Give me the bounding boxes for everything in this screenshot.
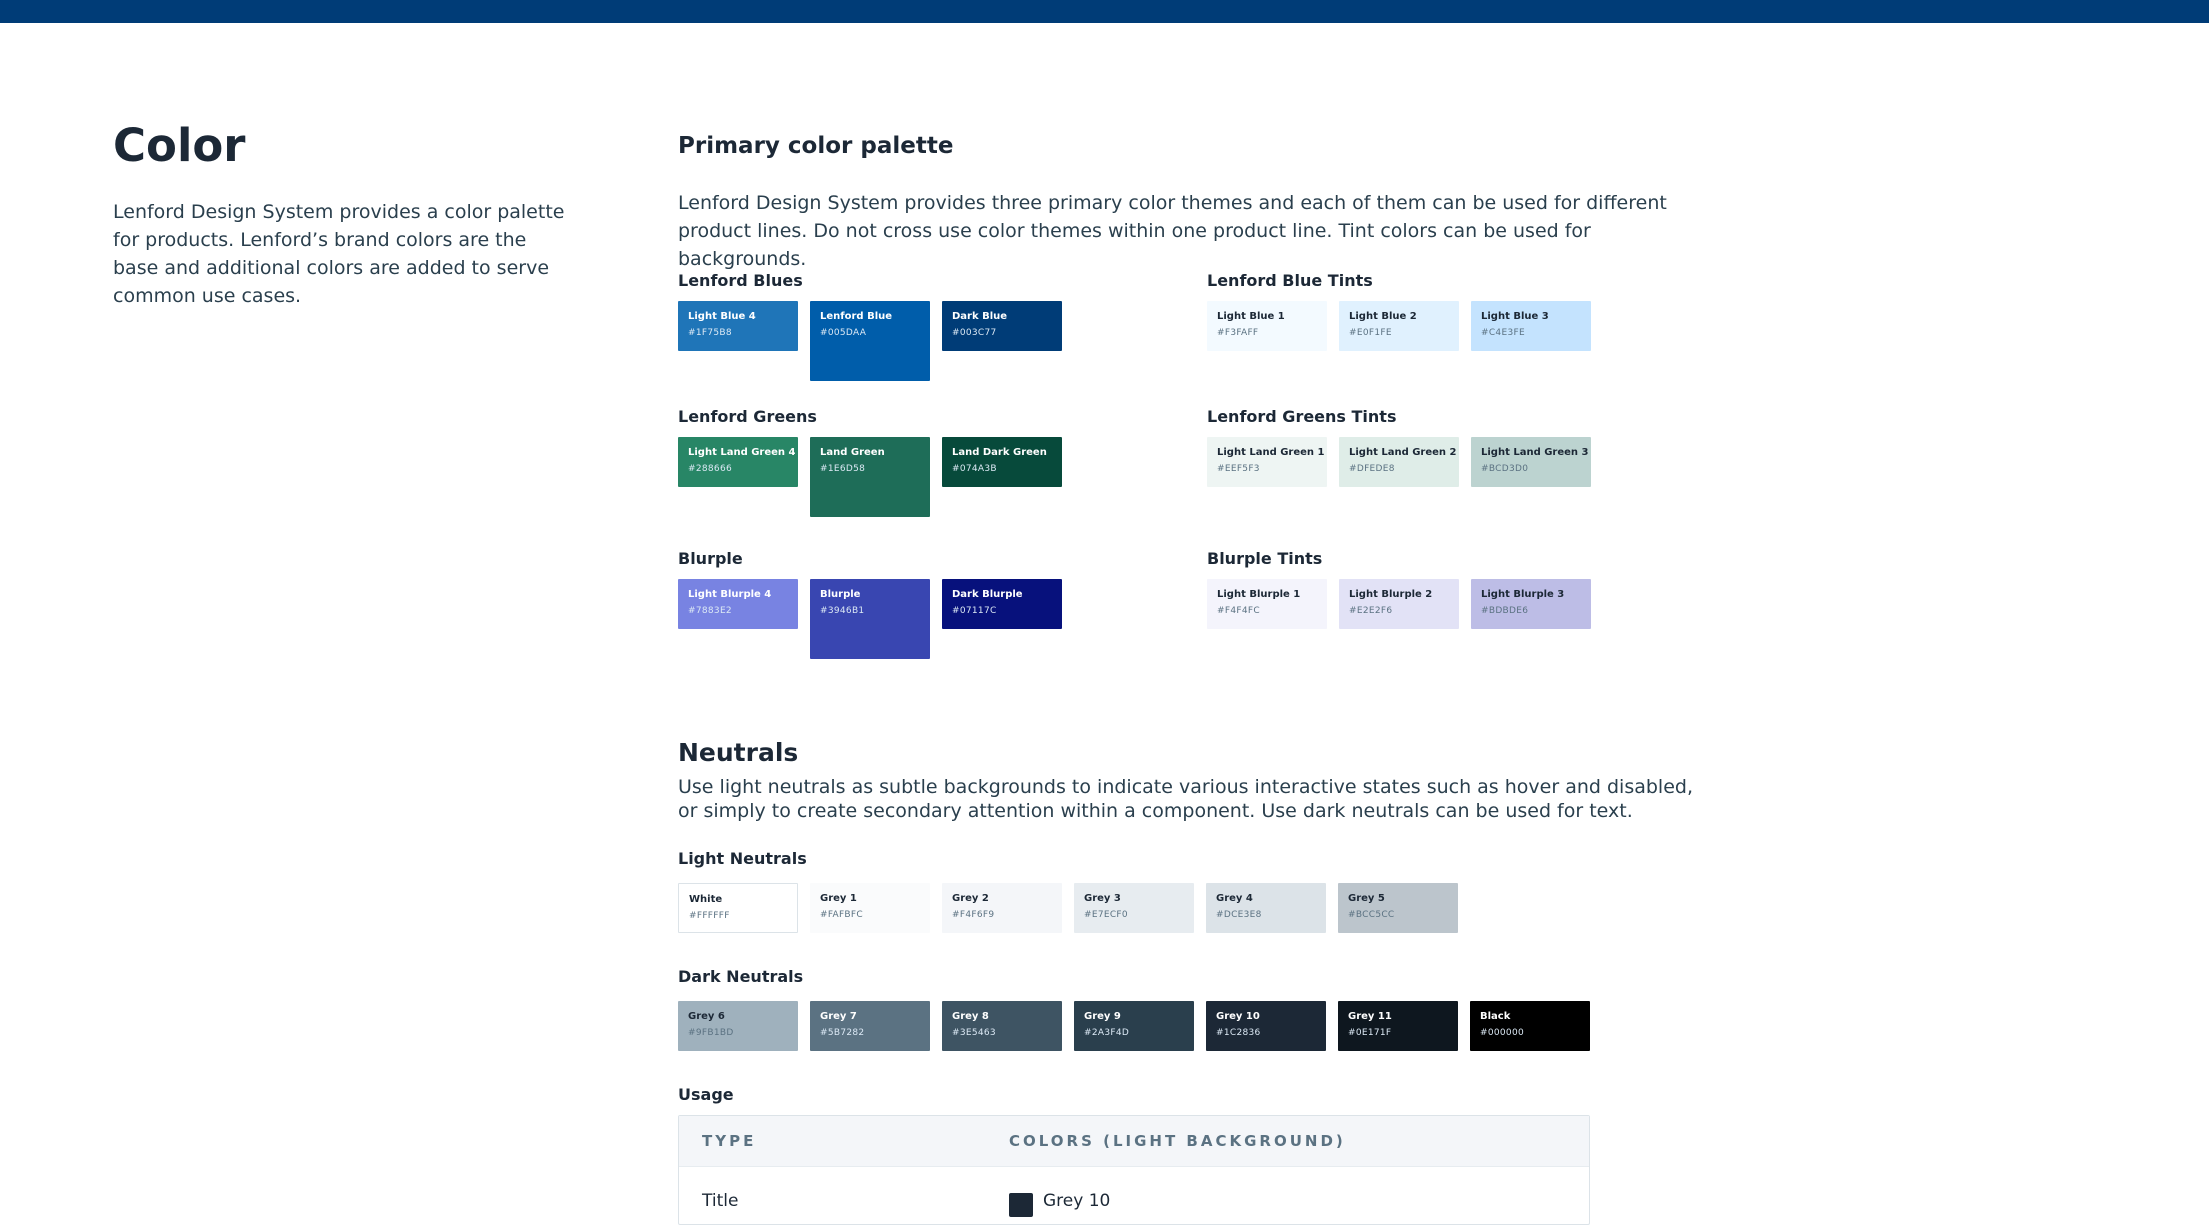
usage-table-header [679,1116,1589,1167]
swatch-name: Light Blurple 4 [688,589,772,600]
swatch-hex: #288666 [688,464,732,474]
swatch-blurple [810,579,930,659]
swatch-hex: #7883E2 [688,606,732,616]
primary-palette-desc: Lenford Design System provides three primary color themes and each of them can be used for different product lines. Do not cross use color themes within one product line. Tint colors can be used for backgrounds. [678,192,1667,270]
group-title-blurple-tints: Blurple Tints [1207,549,1323,568]
swatch-dark-blurple [942,579,1062,629]
page-intro-text: Lenford Design System provides a color palette for products. Lenford’s brand colors are the base and additional colors are added to serve common use cases. [113,201,565,307]
usage-color-cell: Grey 10 [1043,1191,1111,1211]
swatch-dark-blue [942,301,1062,351]
swatch-hex: #DCE3E8 [1216,910,1262,920]
swatch-name: Light Blue 4 [688,311,756,322]
swatch-light-blurple-4 [678,579,798,629]
swatch-hex: #E0F1FE [1349,328,1392,338]
usage-title: Usage [678,1085,734,1104]
swatch-hex: #074A3B [952,464,997,474]
swatch-light-blurple-2 [1339,579,1459,629]
group-title-lenford-blue-tints: Lenford Blue Tints [1207,271,1373,290]
swatch-name: Black [1480,1011,1511,1022]
swatch-row-blurple [678,579,1062,659]
swatch-name: Grey 9 [1084,1011,1121,1022]
swatch-hex: #3946B1 [820,606,865,616]
swatch-hex: #BDBDE6 [1481,606,1529,616]
swatch-name: Dark Blurple [952,589,1023,600]
swatch-light-land-green-2 [1339,437,1459,487]
swatch-grey-5 [1338,883,1458,933]
swatch-name: Light Land Green 3 [1481,447,1589,458]
swatch-hex: #F3FAFF [1217,328,1259,338]
swatch-hex: #BCC5CC [1348,910,1395,920]
swatch-name: Lenford Blue [820,311,893,322]
swatch-row-lenford-blue-tints [1207,301,1591,351]
swatch-grey-11 [1338,1001,1458,1051]
swatch-black [1470,1001,1590,1051]
swatch-grey-2 [942,883,1062,933]
swatch-land-dark-green [942,437,1062,487]
swatch-name: Grey 4 [1216,893,1253,904]
swatch-light-blurple-3 [1471,579,1591,629]
usage-type-cell: Title [702,1191,739,1211]
swatch-hex: #FFFFFF [689,911,730,921]
swatch-hex: #E7ECF0 [1084,910,1128,920]
swatch-land-green [810,437,930,517]
swatch-hex: #5B7282 [820,1028,865,1038]
top-bar [0,0,2209,23]
swatch-name: Light Blurple 2 [1349,589,1433,600]
swatch-hex: #005DAA [820,328,867,338]
swatch-name: Grey 2 [952,893,989,904]
group-title-blurple: Blurple [678,549,743,568]
swatch-hex: #1C2836 [1216,1028,1261,1038]
swatch-lenford-blue [810,301,930,381]
swatch-light-land-green-1 [1207,437,1327,487]
swatch-hex: #1F75B8 [688,328,732,338]
swatch-row-light-neutrals [678,883,1458,933]
usage-table [678,1115,1590,1225]
swatch-name: White [689,894,723,905]
swatch-light-land-green-4 [678,437,798,487]
swatch-name: Grey 3 [1084,893,1121,904]
swatch-name: Grey 11 [1348,1011,1392,1022]
swatch-hex: #9FB1BD [688,1028,734,1038]
swatch-light-land-green-3 [1471,437,1591,487]
page-title: Color [113,119,246,172]
group-title-light-neutrals: Light Neutrals [678,849,807,868]
swatch-name: Grey 8 [952,1011,989,1022]
swatch-hex: #3E5463 [952,1028,996,1038]
swatch-name: Land Dark Green [952,447,1047,458]
swatch-hex: #DFEDE8 [1349,464,1395,474]
swatch-name: Light Blurple 1 [1217,589,1301,600]
swatch-name: Light Blurple 3 [1481,589,1565,600]
swatch-name: Light Blue 1 [1217,311,1285,322]
swatch-name: Grey 6 [688,1011,725,1022]
swatch-light-blue-2 [1339,301,1459,351]
swatch-hex: #F4F6F9 [952,910,995,920]
swatch-name: Dark Blue [952,311,1008,322]
swatch-name: Land Green [820,447,885,458]
swatch-name: Grey 10 [1216,1011,1260,1022]
swatch-hex: #C4E3FE [1481,328,1525,338]
primary-palette-title: Primary color palette [678,133,954,159]
swatch-grey-8 [942,1001,1062,1051]
swatch-name: Light Land Green 2 [1349,447,1457,458]
swatch-row-lenford-greens-tints [1207,437,1591,487]
swatch-hex: #0E171F [1348,1028,1392,1038]
swatch-row-lenford-greens [678,437,1062,517]
swatch-row-lenford-blues [678,301,1062,381]
swatch-light-blue-3 [1471,301,1591,351]
swatch-name: Light Blue 2 [1349,311,1417,322]
swatch-light-blue-4 [678,301,798,351]
swatch-hex: #1E6D58 [820,464,866,474]
swatch-hex: #BCD3D0 [1481,464,1529,474]
swatch-name: Light Land Green 4 [688,447,796,458]
group-title-dark-neutrals: Dark Neutrals [678,967,804,986]
group-title-lenford-blues: Lenford Blues [678,271,803,290]
group-title-lenford-greens: Lenford Greens [678,407,817,426]
swatch-grey-9 [1074,1001,1194,1051]
swatch-hex: #EEF5F3 [1217,464,1260,474]
neutrals-desc: Use light neutrals as subtle backgrounds to indicate various interactive states such as hover and disabled, or simply to create secondary attention within a component. Use dark neutrals can be used for text. [678,776,1693,822]
swatch-name: Light Blue 3 [1481,311,1549,322]
swatch-name: Grey 1 [820,893,857,904]
swatch-name: Grey 5 [1348,893,1385,904]
swatch-grey-10 [1206,1001,1326,1051]
swatch-row-blurple-tints [1207,579,1591,629]
swatch-white [678,883,798,933]
column-header-type: TYPE [702,1132,757,1150]
swatch-hex: #000000 [1480,1028,1524,1038]
swatch-name: Light Land Green 1 [1217,447,1325,458]
swatch-light-blurple-1 [1207,579,1327,629]
swatch-grey-1 [810,883,930,933]
swatch-name: Grey 7 [820,1011,857,1022]
swatch-grey-7 [810,1001,930,1051]
group-title-lenford-greens-tints: Lenford Greens Tints [1207,407,1397,426]
swatch-grey-4 [1206,883,1326,933]
swatch-grey-3 [1074,883,1194,933]
swatch-hex: #F4F4FC [1217,606,1260,616]
swatch-hex: #FAFBFC [820,910,863,920]
swatch-name: Blurple [820,589,861,600]
swatch-row-dark-neutrals [678,1001,1590,1051]
page-intro [113,118,573,310]
swatch-hex: #E2E2F6 [1349,606,1393,616]
swatch-hex: #003C77 [952,328,997,338]
swatch-grey-6 [678,1001,798,1051]
table-row [679,1167,1589,1227]
swatch-hex: #07117C [952,606,997,616]
column-header-colors: COLORS (LIGHT BACKGROUND) [1009,1132,1346,1150]
swatch-light-blue-1 [1207,301,1327,351]
swatch-hex: #2A3F4D [1084,1028,1130,1038]
neutrals-title: Neutrals [678,738,799,767]
color-chip [1009,1193,1033,1217]
